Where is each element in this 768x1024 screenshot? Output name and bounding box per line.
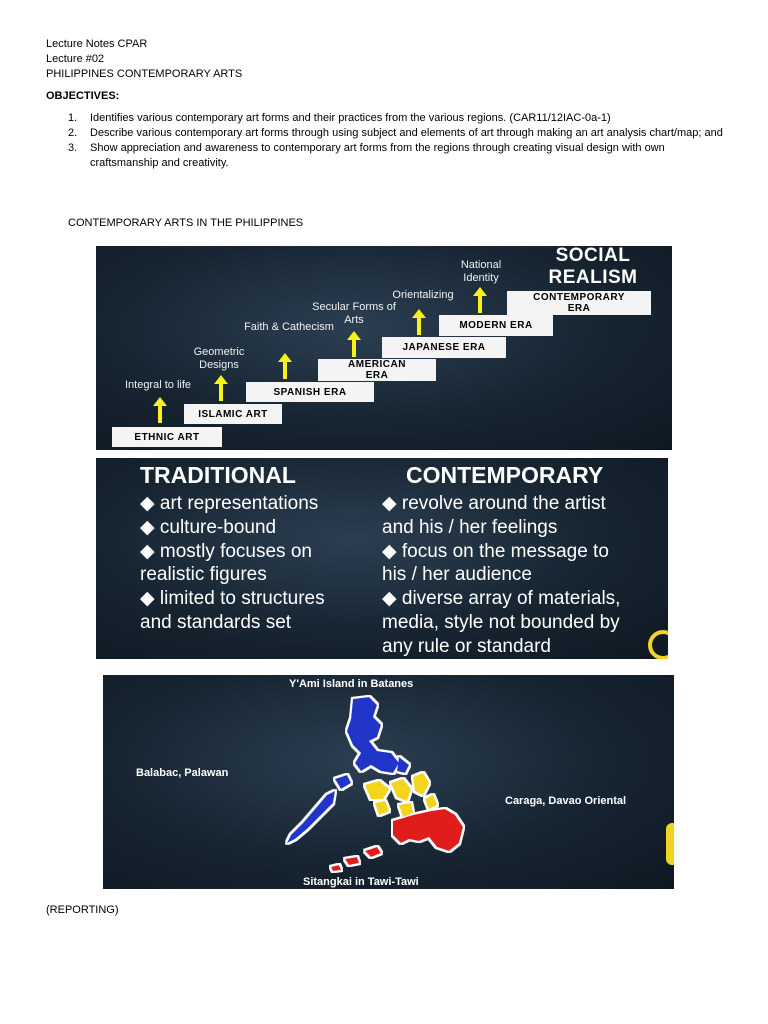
traditional-heading: TRADITIONAL bbox=[140, 462, 296, 488]
objective-number: 1. bbox=[68, 112, 78, 124]
objectives-list bbox=[46, 111, 726, 171]
arrow-up-icon bbox=[347, 331, 361, 357]
contemporary-line: ◆ diverse array of materials, bbox=[382, 588, 621, 610]
objective-text: Show appreciation and awareness to contemporary art forms from the regions through creating visual design with own craftsmanship and creativity. bbox=[90, 142, 665, 169]
traditional-line: realistic figures bbox=[140, 564, 267, 586]
contemporary-line: ◆ revolve around the artist bbox=[382, 493, 606, 514]
map-label-west: Balabac, Palawan bbox=[136, 767, 229, 779]
arrow-up-icon bbox=[153, 397, 167, 423]
objective-number: 2. bbox=[68, 127, 78, 139]
objective-text: Describe various contemporary art forms through using subject and elements of art through making an art analysis chart/map; and bbox=[90, 127, 723, 139]
map-slide bbox=[103, 675, 674, 889]
map-label-north: Y'Ami Island in Batanes bbox=[289, 678, 414, 690]
traditional-line: ◆ art representations bbox=[140, 493, 319, 514]
contemporary-line: his / her audience bbox=[382, 564, 532, 586]
label-faith-cathecism: Faith & Cathecism bbox=[244, 321, 334, 333]
traditional-line: and standards set bbox=[140, 611, 292, 633]
decorative-circle-icon bbox=[648, 630, 668, 659]
contemporary-list bbox=[382, 492, 620, 659]
reporting-note: (REPORTING) bbox=[46, 904, 119, 916]
contemporary-line: media, style not bounded by bbox=[382, 611, 620, 633]
arrow-up-icon bbox=[473, 287, 487, 313]
objectives-heading: OBJECTIVES: bbox=[46, 90, 120, 102]
traditional-line: ◆ culture-bound bbox=[140, 516, 277, 538]
doc-title: Lecture Notes CPAR bbox=[46, 38, 148, 50]
step-contemporary-era-label: CONTEMPORARY ERA bbox=[533, 292, 625, 314]
objective-item bbox=[46, 141, 726, 171]
label-secular-forms: Secular Forms of Arts bbox=[312, 301, 396, 326]
contemporary-line: any rule or standard bbox=[382, 635, 551, 657]
arrow-up-icon bbox=[278, 353, 292, 379]
step-ethnic-art: ETHNIC ART bbox=[112, 427, 222, 447]
section-title: CONTEMPORARY ARTS IN THE PHILIPPINES bbox=[68, 217, 304, 229]
step-islamic-art: ISLAMIC ART bbox=[184, 404, 282, 424]
step-japanese-era: JAPANESE ERA bbox=[382, 337, 506, 358]
label-orientalizing: Orientalizing bbox=[392, 289, 454, 301]
label-geometric-designs: Geometric Designs bbox=[193, 346, 245, 371]
social-realism-headline: SOCIAL REALISM bbox=[548, 246, 638, 288]
objective-number: 3. bbox=[68, 142, 78, 154]
step-modern-era: MODERN ERA bbox=[439, 315, 553, 336]
comparison-slide bbox=[96, 458, 668, 659]
arrow-up-icon bbox=[214, 375, 228, 401]
contemporary-line: and his / her feelings bbox=[382, 516, 558, 538]
label-integral-to-life: Integral to life bbox=[124, 379, 192, 391]
decorative-edge-shape bbox=[666, 823, 674, 865]
timeline-slide bbox=[96, 246, 672, 450]
lecture-number: Lecture #02 bbox=[46, 53, 105, 65]
step-american-era bbox=[318, 359, 436, 381]
contemporary-heading: CONTEMPORARY bbox=[406, 462, 604, 488]
contemporary-line: ◆ focus on the message to bbox=[382, 540, 609, 562]
traditional-line: ◆ limited to structures bbox=[140, 588, 325, 610]
objective-text: Identifies various contemporary art forms and their practices from the various regions. (CAR11/12IAC-0a-1) bbox=[90, 112, 611, 124]
traditional-line: ◆ mostly focuses on bbox=[140, 540, 312, 562]
traditional-list bbox=[140, 492, 325, 635]
map-label-east: Caraga, Davao Oriental bbox=[505, 795, 627, 807]
map-label-south: Sitangkai in Tawi-Tawi bbox=[303, 876, 419, 888]
lecture-topic: PHILIPPINES CONTEMPORARY ARTS bbox=[46, 68, 243, 80]
step-spanish-era: SPANISH ERA bbox=[246, 382, 374, 402]
step-contemporary-era bbox=[507, 291, 651, 315]
objective-item bbox=[46, 111, 726, 126]
philippines-map-icon bbox=[273, 691, 503, 875]
arrow-up-icon bbox=[412, 309, 426, 335]
label-national-identity: National Identity bbox=[460, 259, 502, 284]
objective-item bbox=[46, 126, 726, 141]
step-american-era-label: AMERICAN ERA bbox=[348, 359, 406, 381]
